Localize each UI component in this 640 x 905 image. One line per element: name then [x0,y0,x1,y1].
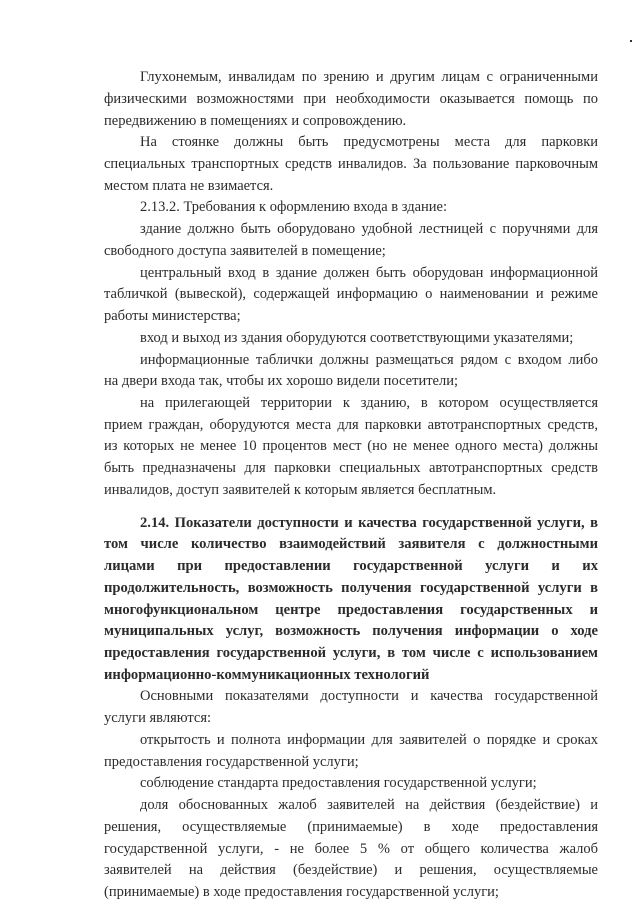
text-line: заявителей на действия (бездействие) и решения, осуществляемые [104,862,598,879]
scan-speck [630,40,632,42]
text-line: местом плата не взимается. [104,177,274,194]
section-heading-line: том числе количество взаимодействий заявителя с должностными [104,536,598,553]
text-line: на двери входа так, чтобы их хорошо видели посетители; [104,373,458,390]
text-line: открытость и полнота информации для заявителей о порядке и сроках [140,731,598,748]
text-line: вход и выход из здания оборудуются соответствующими указателями; [140,329,574,346]
text-line: Глухонемым, инвалидам по зрению и другим лицам с ограниченными [140,69,598,85]
text-line: решения, осуществляемые (принимаемые) в ходе предоставления [104,818,598,835]
text-line: государственной услуги, - не более 5 % от общего количества жалоб [104,840,598,857]
text-line: на прилегающей территории к зданию, в котором осуществляется [140,394,598,411]
text-line: быть предназначены для парковки специальных автотранспортных средств [104,460,598,477]
text-line: центральный вход в здание должен быть оборудован информационной [140,264,598,281]
text-line: (принимаемые) в ходе предоставления государственной услуги; [104,884,499,900]
text-line: передвижению в помещениях и сопровождению. [104,112,407,129]
text-line: специальных транспортных средств инвалидов. За пользование парковочным [104,155,598,172]
text-line: здание должно быть оборудовано удобной лестницей с поручнями для [140,221,598,238]
text-line: доля обоснованных жалоб заявителей на действия (бездействие) и [140,797,598,814]
section-heading-line: 2.14. Показатели доступности и качества государственной услуги, в [140,514,598,531]
text-line: табличкой (вывеской), содержащей информацию о наименовании и режиме [104,286,598,303]
text-line: работы министерства; [104,308,241,324]
text-line: Основными показателями доступности и качества государственной [140,688,598,705]
text-line: свободного доступа заявителей в помещение; [104,242,386,259]
text-line: соблюдение стандарта предоставления государственной услуги; [140,775,537,792]
section-heading-line: многофункциональном центре предоставления государственных и [104,601,598,618]
section-heading-line: информационно-коммуникационных технологий [104,666,430,683]
section-heading-line: муниципальных услуг, возможность получения информации о ходе [104,623,598,640]
text-line: предоставления государственной услуги; [104,753,359,770]
text-line: инвалидов, доступ заявителей к которым является бесплатным. [104,481,497,498]
section-heading-line: лицами при предоставлении государственной услуги и их [104,558,598,575]
text-line: из которых не менее 10 процентов мест (но не менее одного места) должны [104,438,598,455]
section-heading-line: предоставления государственной услуги, в том числе с использованием [104,645,598,661]
section-heading-line: продолжительность, возможность получения государственной услуги в [104,579,598,596]
text-line: информационные таблички должны размещаться рядом с входом либо [140,351,598,368]
text-line: услуги являются: [104,710,212,727]
text-line: прием граждан, оборудуются места для парковки автотранспортных средств, [104,416,598,433]
text-line: физическими возможностями при необходимости оказывается помощь по [104,90,598,107]
text-line: На стоянке должны быть предусмотрены места для парковки [140,134,598,151]
text-line: 2.13.2. Требования к оформлению входа в здание: [140,199,447,216]
